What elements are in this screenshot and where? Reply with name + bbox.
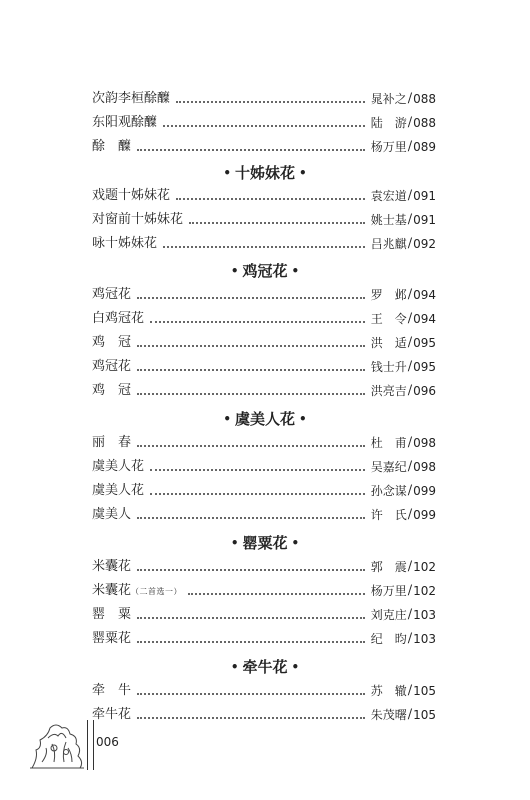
entry-title: 东阳观酴醾: [92, 115, 158, 130]
entry-page: 098: [413, 460, 436, 474]
entry-title: 酴 醾: [92, 139, 132, 154]
entry-title: 丽 春: [92, 435, 132, 450]
entry-author: 郭 震: [370, 560, 407, 574]
toc-entry[interactable]: 东阳观酴醾 陆 游 / 088: [92, 112, 436, 134]
entry-title: 牵 牛: [92, 683, 132, 698]
entry-page: 092: [413, 237, 436, 251]
entry-page: 102: [413, 560, 436, 574]
entry-author: 杨万里: [370, 140, 407, 154]
dot-leader: [189, 221, 365, 224]
entry-page: 091: [413, 189, 436, 203]
entry-page: 102: [413, 584, 436, 598]
section-title: 鸡冠花: [242, 262, 288, 280]
dot-leader: [137, 344, 365, 347]
section-heading: • 罂粟花 •: [230, 534, 300, 552]
section-title: 十姊妹花: [234, 164, 295, 182]
entry-author: 刘克庄: [370, 608, 407, 622]
toc-entry[interactable]: 虞美人 许 氏 / 099: [92, 504, 436, 526]
section-heading: • 虞美人花 •: [223, 410, 307, 428]
entry-page: 094: [413, 312, 436, 326]
entry-author: 罗 邺: [370, 288, 407, 302]
toc-entry[interactable]: 酴 醾 杨万里 / 089: [92, 136, 436, 158]
dot-leader: [137, 148, 365, 151]
entry-page: 088: [413, 92, 436, 106]
toc-entry[interactable]: 白鸡冠花 王 令 / 094: [92, 308, 436, 330]
toc-entry[interactable]: 米囊花 郭 震 / 102: [92, 556, 436, 578]
dot-leader: [137, 640, 365, 643]
entry-author: 陆 游: [370, 116, 407, 130]
entry-page: 089: [413, 140, 436, 154]
dot-leader: [137, 716, 365, 719]
dot-leader: [137, 392, 365, 395]
footer-rule: [87, 720, 94, 770]
entry-page: 098: [413, 436, 436, 450]
toc-entry[interactable]: 罂粟花 纪 昀 / 103: [92, 628, 436, 650]
toc-entry[interactable]: 对窗前十姊妹花 姚士基 / 091: [92, 209, 436, 231]
entry-author: 许 氏: [370, 508, 407, 522]
entry-page: 091: [413, 213, 436, 227]
dot-leader: [150, 492, 365, 495]
toc-entry[interactable]: 鸡 冠 洪亮吉 / 096: [92, 380, 436, 402]
dot-leader: [137, 692, 365, 695]
toc-entry[interactable]: 牵牛花 朱茂曙 / 105: [92, 704, 436, 726]
entry-author: 纪 昀: [370, 632, 407, 646]
entry-author: 姚士基: [370, 213, 407, 227]
toc-entry[interactable]: 牵 牛 苏 辙 / 105: [92, 680, 436, 702]
entry-page: 099: [413, 508, 436, 522]
entry-author: 杜 甫: [370, 436, 407, 450]
entry-title: 罂粟花: [92, 631, 132, 646]
entry-page: 103: [413, 608, 436, 622]
toc-entry[interactable]: 戏题十姊妹花 袁宏道 / 091: [92, 185, 436, 207]
toc-entry[interactable]: 罂 粟 刘克庄 / 103: [92, 604, 436, 626]
dot-leader: [150, 468, 365, 471]
entry-title: 次韵李桓酴醾: [92, 91, 171, 106]
entry-author: 吕兆麒: [370, 237, 407, 251]
dot-leader: [137, 368, 365, 371]
toc-entry[interactable]: 虞美人花 孙念谋 / 099: [92, 480, 436, 502]
entry-title: 鸡冠花: [92, 287, 132, 302]
section-heading: • 十姊妹花 •: [223, 164, 307, 182]
toc-entry[interactable]: 咏十姊妹花 吕兆麒 / 092: [92, 233, 436, 255]
entry-page: 094: [413, 288, 436, 302]
entry-author: 孙念谋: [370, 484, 407, 498]
entry-author: 洪亮吉: [370, 384, 407, 398]
entry-author: 袁宏道: [370, 189, 407, 203]
dot-leader: [176, 100, 365, 103]
entry-title: 戏题十姊妹花: [92, 188, 171, 203]
dot-leader: [163, 245, 365, 248]
entry-author: 洪 适: [370, 336, 407, 350]
page-number: 006: [96, 735, 119, 749]
section-heading: • 牵牛花 •: [230, 658, 300, 676]
dot-leader: [137, 444, 365, 447]
entry-page: 095: [413, 360, 436, 374]
dot-leader: [137, 568, 365, 571]
entry-page: 095: [413, 336, 436, 350]
decorative-illustration-icon: [28, 718, 86, 770]
entry-title: 白鸡冠花: [92, 311, 145, 326]
entry-title: 鸡 冠: [92, 335, 132, 350]
entry-title: [92, 580, 182, 603]
toc-entry[interactable]: 鸡冠花 罗 邺 / 094: [92, 284, 436, 306]
entry-author: 朱茂曙: [370, 708, 407, 722]
toc-entry[interactable]: 丽 春 杜 甫 / 098: [92, 432, 436, 454]
entry-page: 105: [413, 684, 436, 698]
entry-title: 对窗前十姊妹花: [92, 212, 184, 227]
dot-leader: [188, 592, 365, 595]
toc-entry[interactable]: 次韵李桓酴醾 晁补之 / 088: [92, 88, 436, 110]
entry-author: 王 令: [370, 312, 407, 326]
entry-page: 103: [413, 632, 436, 646]
dot-leader: [176, 197, 365, 200]
dot-leader: [137, 616, 365, 619]
entry-title: 米囊花: [92, 559, 132, 574]
entry-author: 钱士升: [370, 360, 407, 374]
section-title: 罂粟花: [242, 534, 288, 552]
entry-title: 罂 粟: [92, 607, 132, 622]
toc-entry[interactable]: 虞美人花 吴嘉纪 / 098: [92, 456, 436, 478]
dot-leader: [137, 516, 365, 519]
entry-title: 牵牛花: [92, 707, 132, 722]
entry-author: 晁补之: [370, 92, 407, 106]
entry-title: 虞美人花: [92, 459, 145, 474]
dot-leader: [163, 124, 365, 127]
entry-title-note: （二首选一）: [131, 586, 183, 596]
toc-entry[interactable]: 鸡 冠 洪 适 / 095: [92, 332, 436, 354]
entry-page: 096: [413, 384, 436, 398]
entry-author: 苏 辙: [370, 684, 407, 698]
entry-page: 099: [413, 484, 436, 498]
toc-entry[interactable]: 米囊花（二首选一） 杨万里 / 102: [92, 580, 436, 602]
section-title: 虞美人花: [234, 410, 295, 428]
entry-author: 杨万里: [370, 584, 407, 598]
entry-page: 088: [413, 116, 436, 130]
entry-author: 吴嘉纪: [370, 460, 407, 474]
section-heading: • 鸡冠花 •: [230, 262, 300, 280]
section-title: 牵牛花: [242, 658, 288, 676]
entry-page: 105: [413, 708, 436, 722]
entry-title: 虞美人: [92, 507, 132, 522]
entry-title: 咏十姊妹花: [92, 236, 158, 251]
entry-title: 虞美人花: [92, 483, 145, 498]
dot-leader: [137, 296, 365, 299]
toc-entry[interactable]: 鸡冠花 钱士升 / 095: [92, 356, 436, 378]
dot-leader: [150, 320, 365, 323]
entry-title: 鸡冠花: [92, 359, 132, 374]
entry-title: 鸡 冠: [92, 383, 132, 398]
entry-title-text: 米囊花: [92, 582, 132, 598]
